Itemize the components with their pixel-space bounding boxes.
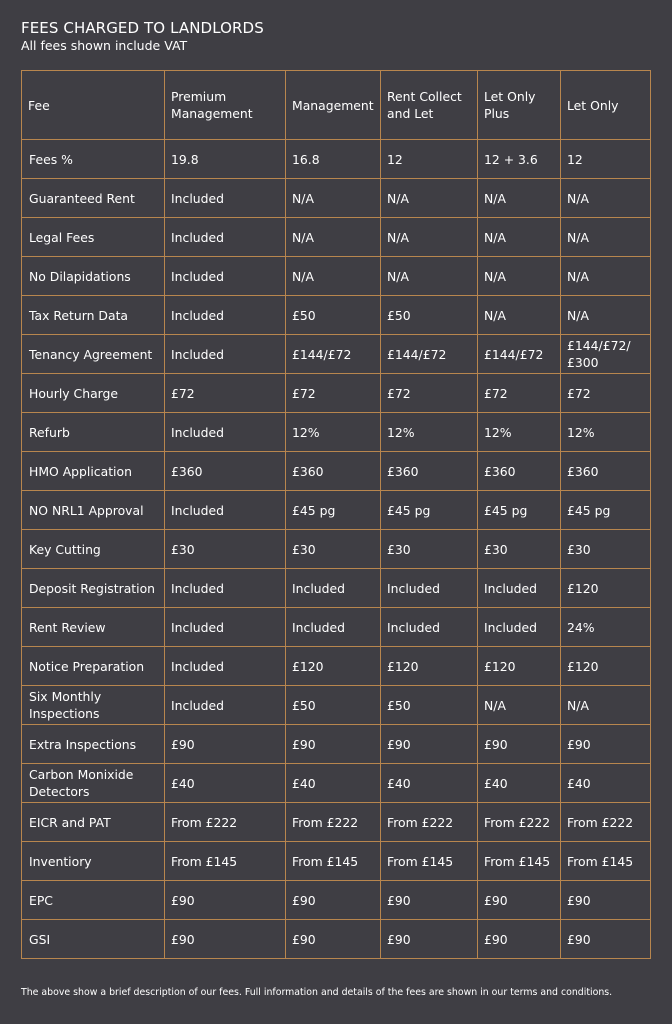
table-row	[22, 842, 651, 881]
header-premium-management: Premium Management	[165, 71, 286, 140]
cell-management: Included	[286, 608, 381, 647]
cell-rent-collect-and-let: Included	[381, 569, 478, 608]
row-label-cell: Legal Fees	[22, 218, 165, 257]
cell-rent-collect-and-let: £90	[381, 725, 478, 764]
cell-premium-management: £360	[165, 452, 286, 491]
row-label-cell: Hourly Charge	[22, 374, 165, 413]
cell-management: 12%	[286, 413, 381, 452]
table-row	[22, 413, 651, 452]
cell-let-only: £144/£72/£300	[561, 335, 651, 374]
page-subtitle: All fees shown include VAT	[21, 38, 188, 53]
header-management: Management	[286, 71, 381, 140]
row-label-cell: Notice Preparation	[22, 647, 165, 686]
row-label-cell: Fees %	[22, 140, 165, 179]
cell-premium-management: 19.8	[165, 140, 286, 179]
cell-let-only-plus: N/A	[478, 686, 561, 725]
cell-management: From £222	[286, 803, 381, 842]
cell-premium-management: Included	[165, 335, 286, 374]
row-label-cell: Extra Inspections	[22, 725, 165, 764]
footer-note: The above show a brief description of our fees. Full information and details of the fees are shown in our terms and conditions.	[21, 987, 613, 998]
cell-let-only: £40	[561, 764, 651, 803]
cell-let-only-plus: £90	[478, 881, 561, 920]
header-let-only-plus: Let Only Plus	[478, 71, 561, 140]
cell-let-only: N/A	[561, 686, 651, 725]
cell-let-only-plus: Included	[478, 608, 561, 647]
cell-management: Included	[286, 569, 381, 608]
cell-let-only: £45 pg	[561, 491, 651, 530]
cell-rent-collect-and-let: Included	[381, 608, 478, 647]
cell-let-only: £120	[561, 569, 651, 608]
row-label-cell: Guaranteed Rent	[22, 179, 165, 218]
cell-let-only-plus: N/A	[478, 218, 561, 257]
row-label-cell: EICR and PAT	[22, 803, 165, 842]
cell-let-only: £30	[561, 530, 651, 569]
cell-management: £50	[286, 686, 381, 725]
cell-let-only-plus: £360	[478, 452, 561, 491]
cell-rent-collect-and-let: £50	[381, 686, 478, 725]
row-label-cell: Key Cutting	[22, 530, 165, 569]
cell-premium-management: Included	[165, 608, 286, 647]
cell-let-only: 12	[561, 140, 651, 179]
cell-let-only: N/A	[561, 257, 651, 296]
row-label-cell: Six Monthly Inspections	[22, 686, 165, 725]
table-row	[22, 725, 651, 764]
cell-rent-collect-and-let: £50	[381, 296, 478, 335]
cell-let-only-plus: From £145	[478, 842, 561, 881]
cell-premium-management: Included	[165, 296, 286, 335]
cell-rent-collect-and-let: £72	[381, 374, 478, 413]
cell-rent-collect-and-let: 12%	[381, 413, 478, 452]
cell-let-only-plus: £72	[478, 374, 561, 413]
cell-premium-management: From £145	[165, 842, 286, 881]
cell-let-only: £120	[561, 647, 651, 686]
cell-let-only: £90	[561, 881, 651, 920]
header-rent-collect-and-let: Rent Collect and Let	[381, 71, 478, 140]
cell-premium-management: From £222	[165, 803, 286, 842]
table-row	[22, 179, 651, 218]
cell-premium-management: Included	[165, 491, 286, 530]
cell-let-only: 12%	[561, 413, 651, 452]
table-row	[22, 530, 651, 569]
cell-let-only: From £145	[561, 842, 651, 881]
cell-premium-management: Included	[165, 218, 286, 257]
table-row	[22, 218, 651, 257]
cell-let-only-plus: £45 pg	[478, 491, 561, 530]
fees-table	[21, 70, 651, 959]
table-row	[22, 374, 651, 413]
table-row	[22, 296, 651, 335]
cell-let-only: N/A	[561, 179, 651, 218]
cell-premium-management: Included	[165, 647, 286, 686]
cell-management: 16.8	[286, 140, 381, 179]
table-row	[22, 569, 651, 608]
table-row	[22, 920, 651, 959]
cell-rent-collect-and-let: £40	[381, 764, 478, 803]
cell-rent-collect-and-let: N/A	[381, 179, 478, 218]
row-label-cell: EPC	[22, 881, 165, 920]
cell-rent-collect-and-let: £120	[381, 647, 478, 686]
cell-management: £40	[286, 764, 381, 803]
table-row	[22, 881, 651, 920]
table-row	[22, 140, 651, 179]
cell-management: £30	[286, 530, 381, 569]
cell-let-only-plus: 12 + 3.6	[478, 140, 561, 179]
cell-let-only-plus: £90	[478, 920, 561, 959]
cell-premium-management: £72	[165, 374, 286, 413]
cell-management: £120	[286, 647, 381, 686]
cell-premium-management: Included	[165, 686, 286, 725]
fees-table-body	[22, 140, 651, 959]
cell-premium-management: £90	[165, 881, 286, 920]
cell-rent-collect-and-let: £90	[381, 920, 478, 959]
cell-let-only: 24%	[561, 608, 651, 647]
cell-let-only: N/A	[561, 296, 651, 335]
table-row	[22, 647, 651, 686]
cell-management: £72	[286, 374, 381, 413]
cell-let-only-plus: £144/£72	[478, 335, 561, 374]
cell-rent-collect-and-let: From £222	[381, 803, 478, 842]
cell-let-only-plus: N/A	[478, 257, 561, 296]
cell-let-only: From £222	[561, 803, 651, 842]
table-row	[22, 686, 651, 725]
cell-premium-management: £90	[165, 725, 286, 764]
cell-rent-collect-and-let: £144/£72	[381, 335, 478, 374]
cell-let-only: £90	[561, 725, 651, 764]
cell-rent-collect-and-let: N/A	[381, 257, 478, 296]
cell-management: £50	[286, 296, 381, 335]
row-label-cell: Refurb	[22, 413, 165, 452]
row-label-cell: Rent Review	[22, 608, 165, 647]
cell-rent-collect-and-let: £360	[381, 452, 478, 491]
row-label-cell: HMO Application	[22, 452, 165, 491]
row-label-cell: NO NRL1 Approval	[22, 491, 165, 530]
row-label-cell: GSI	[22, 920, 165, 959]
cell-let-only-plus: 12%	[478, 413, 561, 452]
cell-management: From £145	[286, 842, 381, 881]
cell-let-only: £90	[561, 920, 651, 959]
cell-let-only-plus: Included	[478, 569, 561, 608]
row-label-cell: Tax Return Data	[22, 296, 165, 335]
page-title: FEES CHARGED TO LANDLORDS	[21, 19, 264, 37]
cell-premium-management: Included	[165, 257, 286, 296]
cell-let-only: £360	[561, 452, 651, 491]
row-label-cell: Carbon Monixide Detectors	[22, 764, 165, 803]
cell-rent-collect-and-let: From £145	[381, 842, 478, 881]
cell-let-only: N/A	[561, 218, 651, 257]
table-row	[22, 803, 651, 842]
cell-rent-collect-and-let: £45 pg	[381, 491, 478, 530]
cell-rent-collect-and-let: N/A	[381, 218, 478, 257]
table-row	[22, 257, 651, 296]
table-row	[22, 608, 651, 647]
row-label-cell: Deposit Registration	[22, 569, 165, 608]
cell-let-only-plus: £40	[478, 764, 561, 803]
cell-premium-management: Included	[165, 413, 286, 452]
table-row	[22, 452, 651, 491]
cell-premium-management: Included	[165, 569, 286, 608]
cell-management: £90	[286, 881, 381, 920]
header-let-only: Let Only	[561, 71, 651, 140]
cell-rent-collect-and-let: £30	[381, 530, 478, 569]
cell-let-only-plus: N/A	[478, 179, 561, 218]
cell-premium-management: £90	[165, 920, 286, 959]
header-fee: Fee	[22, 71, 165, 140]
cell-management: £144/£72	[286, 335, 381, 374]
cell-management: N/A	[286, 218, 381, 257]
cell-rent-collect-and-let: £90	[381, 881, 478, 920]
table-row	[22, 764, 651, 803]
cell-management: £45 pg	[286, 491, 381, 530]
cell-management: £90	[286, 920, 381, 959]
cell-premium-management: £40	[165, 764, 286, 803]
cell-management: N/A	[286, 179, 381, 218]
table-header-row	[22, 71, 651, 140]
cell-let-only-plus: From £222	[478, 803, 561, 842]
cell-let-only: £72	[561, 374, 651, 413]
table-row	[22, 335, 651, 374]
cell-let-only-plus: N/A	[478, 296, 561, 335]
cell-let-only-plus: £120	[478, 647, 561, 686]
cell-premium-management: £30	[165, 530, 286, 569]
row-label-cell: Inventiory	[22, 842, 165, 881]
table-row	[22, 491, 651, 530]
cell-let-only-plus: £30	[478, 530, 561, 569]
cell-premium-management: Included	[165, 179, 286, 218]
cell-management: N/A	[286, 257, 381, 296]
cell-management: £90	[286, 725, 381, 764]
cell-rent-collect-and-let: 12	[381, 140, 478, 179]
row-label-cell: Tenancy Agreement	[22, 335, 165, 374]
cell-management: £360	[286, 452, 381, 491]
row-label-cell: No Dilapidations	[22, 257, 165, 296]
cell-let-only-plus: £90	[478, 725, 561, 764]
